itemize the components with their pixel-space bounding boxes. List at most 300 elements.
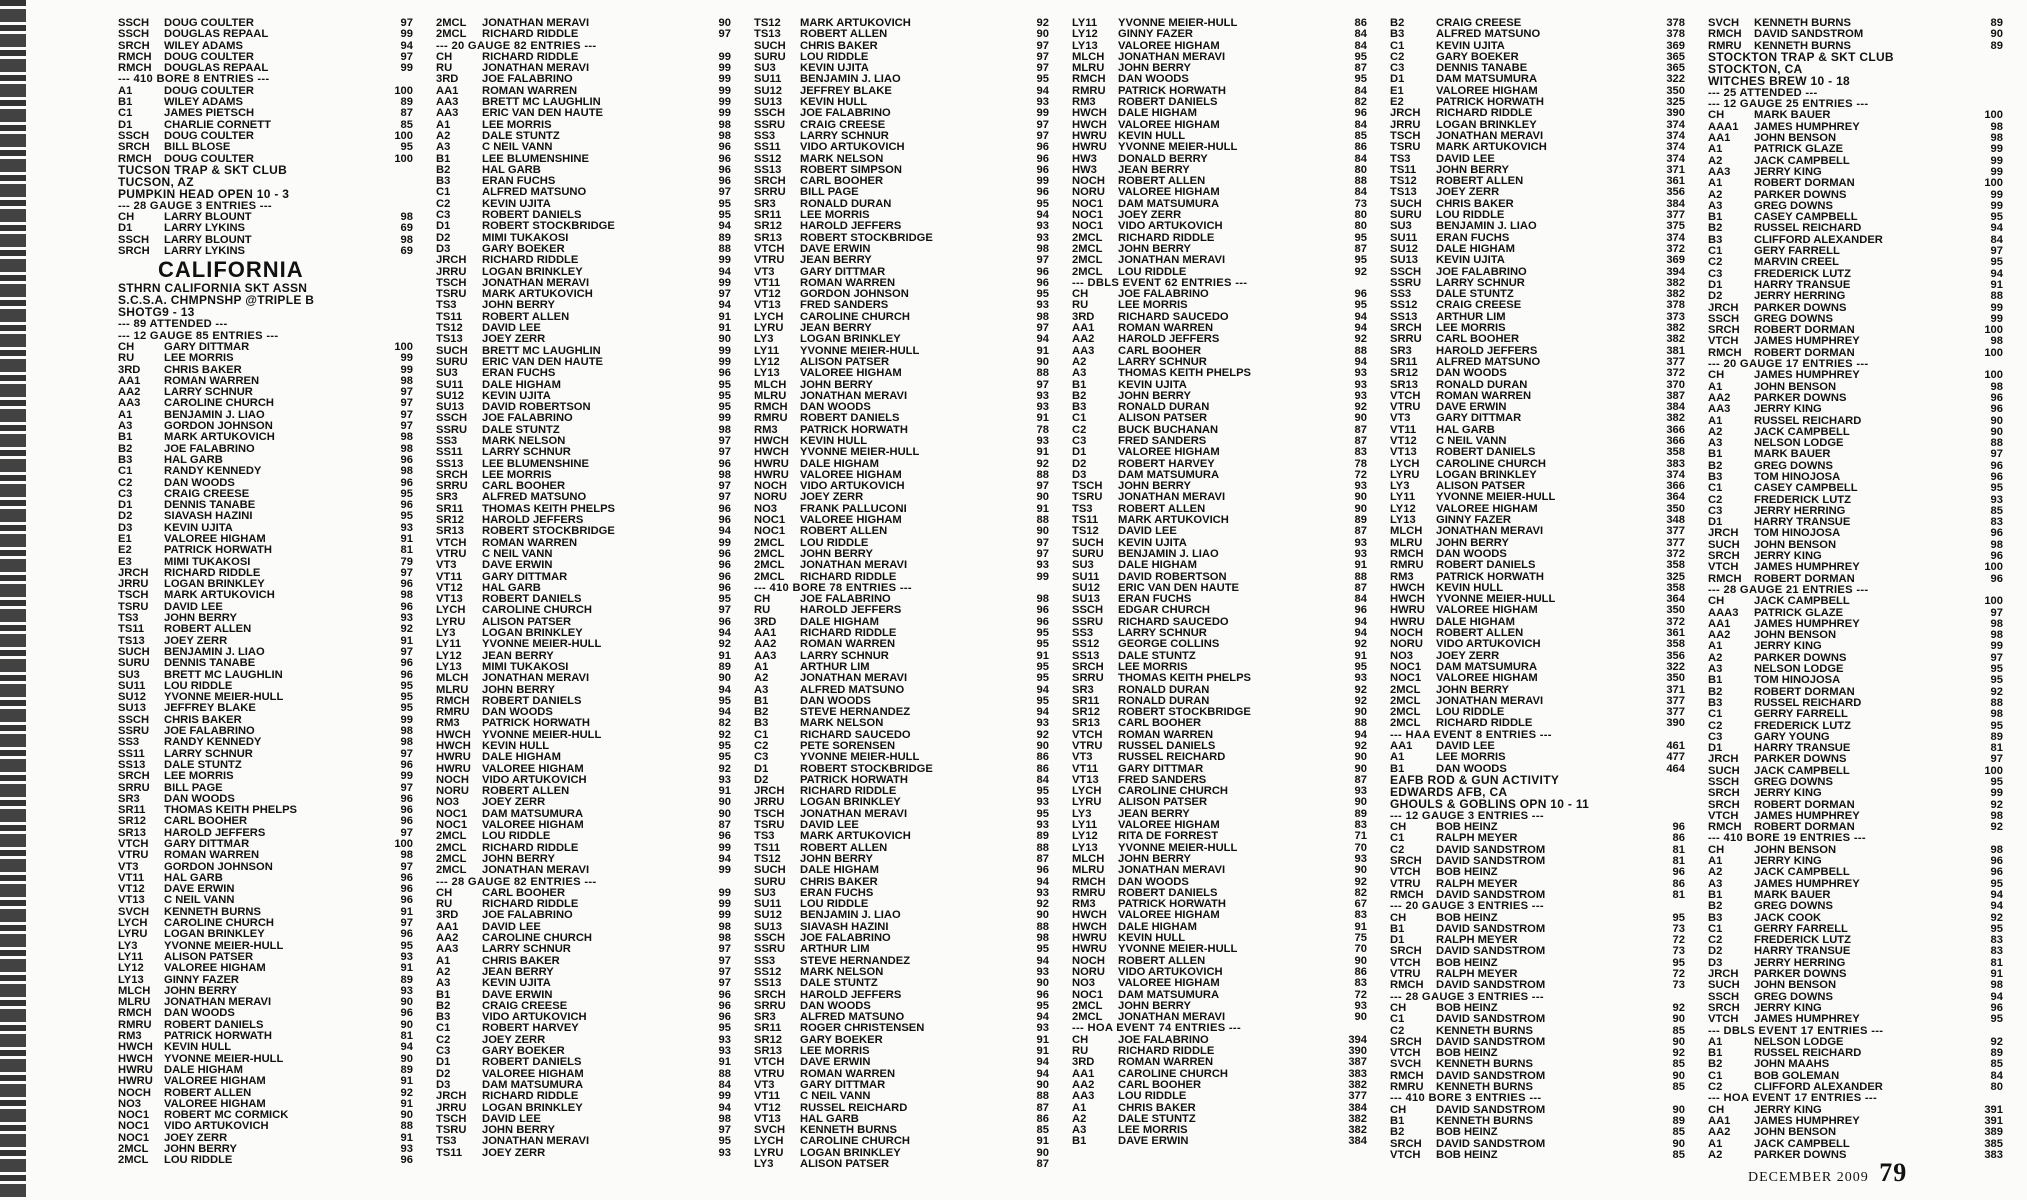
score: 90 bbox=[1036, 977, 1049, 990]
score: 92 bbox=[400, 623, 413, 636]
result-row bbox=[754, 707, 1049, 718]
result-row bbox=[754, 86, 1049, 97]
class-code: MLCH bbox=[436, 672, 469, 685]
result-row bbox=[436, 413, 731, 424]
result-row bbox=[754, 775, 1049, 786]
shooter-name: ROBERT DANIELS bbox=[482, 1057, 582, 1069]
result-row bbox=[1072, 685, 1367, 696]
class-code: A1 bbox=[118, 84, 133, 97]
shooter-name: LARRY BLOUNT bbox=[164, 234, 252, 246]
score: 91 bbox=[718, 649, 731, 662]
shooter-name: ERAN FUCHS bbox=[482, 368, 556, 380]
score: 96 bbox=[1990, 459, 2003, 472]
score: 99 bbox=[718, 62, 731, 75]
shooter-name: JOHN BERRY bbox=[1118, 390, 1191, 402]
class-code: 2MCL bbox=[1072, 231, 1103, 244]
class-code: D1 bbox=[754, 762, 769, 775]
shooter-name: JONATHAN MERAVI bbox=[482, 277, 590, 289]
shooter-name: LOGAN BRINKLEY bbox=[164, 929, 265, 941]
score: 95 bbox=[1036, 288, 1049, 301]
result-row bbox=[1072, 797, 1367, 808]
score: 81 bbox=[1990, 956, 2003, 969]
result-row bbox=[1390, 639, 1685, 650]
score: 366 bbox=[1666, 423, 1685, 436]
shooter-name: MARK NELSON bbox=[800, 153, 884, 165]
result-row bbox=[1708, 427, 2003, 438]
class-code: RMRU bbox=[754, 412, 788, 425]
class-code: CH bbox=[1072, 288, 1089, 301]
shooter-name: JONATHAN MERAVI bbox=[800, 808, 908, 820]
class-code: VT11 bbox=[754, 1090, 781, 1103]
score: 96 bbox=[1036, 141, 1049, 154]
shooter-name: DAVID SANDSTROM bbox=[1436, 1138, 1546, 1150]
class-code: A1 bbox=[1708, 414, 1723, 427]
shooter-name: JOHN BERRY bbox=[1118, 1000, 1191, 1012]
score: 85 bbox=[1672, 1024, 1685, 1037]
result-row bbox=[754, 831, 1049, 842]
result-row bbox=[1708, 811, 2003, 822]
shooter-name: VALOREE HIGHAM bbox=[1118, 910, 1220, 922]
score: 91 bbox=[1036, 344, 1049, 357]
result-row bbox=[118, 703, 413, 714]
shooter-name: DAM MATSUMURA bbox=[1436, 661, 1538, 673]
score: 90 bbox=[718, 807, 731, 820]
result-row bbox=[1072, 560, 1367, 571]
score: 92 bbox=[718, 728, 731, 741]
result-row bbox=[1708, 1048, 2003, 1059]
class-code: SSCH bbox=[754, 107, 786, 120]
shooter-name: RALPH MEYER bbox=[1436, 878, 1518, 890]
class-code: A3 bbox=[1708, 199, 1723, 212]
class-code: SRRU bbox=[754, 999, 786, 1012]
result-row bbox=[1708, 212, 2003, 223]
score: 95 bbox=[718, 197, 731, 210]
result-row bbox=[1708, 223, 2003, 234]
score: 95 bbox=[718, 751, 731, 764]
shooter-name: ALFRED MATSUNO bbox=[482, 492, 587, 504]
class-code: AA2 bbox=[118, 386, 141, 399]
shooter-name: MARK ARTUKOVICH bbox=[800, 831, 911, 843]
result-row bbox=[754, 470, 1049, 481]
class-code: C2 bbox=[436, 1033, 451, 1046]
class-code: VTCH bbox=[436, 536, 467, 549]
shooter-name: CARL BOOHER bbox=[800, 176, 884, 188]
result-row bbox=[436, 165, 731, 176]
class-code: D3 bbox=[1708, 956, 1723, 969]
shooter-name: DAVID LEE bbox=[1118, 526, 1177, 538]
club-heading: PUMPKIN HEAD OPEN 10 - 3 bbox=[118, 186, 290, 201]
score: 95 bbox=[718, 401, 731, 414]
class-code: LY11 bbox=[1390, 491, 1416, 504]
shooter-name: GARY DITTMAR bbox=[1118, 763, 1204, 775]
result-row bbox=[754, 244, 1049, 255]
class-code: HWCH bbox=[1072, 118, 1107, 131]
result-row bbox=[118, 511, 413, 522]
score: 97 bbox=[400, 566, 413, 579]
result-row bbox=[1708, 1003, 2003, 1014]
result-row bbox=[1072, 662, 1367, 673]
score: 96 bbox=[1672, 866, 1685, 879]
class-code: SR12 bbox=[754, 1033, 782, 1046]
score: 96 bbox=[718, 163, 731, 176]
class-code: LYCH bbox=[754, 1135, 784, 1148]
class-code: NOCH bbox=[754, 480, 787, 493]
shooter-name: JERRY KING bbox=[1754, 551, 1822, 563]
shooter-name: BENJAMIN J. LIAO bbox=[164, 646, 265, 658]
shooter-name: ROBERT STOCKBRIDGE bbox=[482, 526, 615, 538]
class-code: LY13 bbox=[1390, 514, 1416, 527]
result-row bbox=[436, 1148, 731, 1159]
class-code: CH bbox=[118, 340, 135, 353]
shooter-name: DENNIS TANABE bbox=[164, 500, 256, 512]
event-header: --- HOA EVENT 74 ENTRIES --- bbox=[1072, 1022, 1241, 1035]
score: 94 bbox=[1036, 333, 1049, 346]
score: 84 bbox=[1354, 152, 1367, 165]
score: 93 bbox=[1036, 389, 1049, 402]
shooter-name: MARK NELSON bbox=[482, 435, 566, 447]
result-row bbox=[1708, 1127, 2003, 1138]
shooter-name: ERAN FUCHS bbox=[1436, 232, 1510, 244]
shooter-name: DAVID ROBERTSON bbox=[482, 402, 591, 414]
score: 98 bbox=[718, 1112, 731, 1125]
class-code: RU bbox=[118, 352, 135, 365]
class-code: JRCH bbox=[1708, 301, 1739, 314]
class-code: VTCH bbox=[754, 1056, 785, 1069]
result-row bbox=[1072, 673, 1367, 684]
shooter-name: ALFRED MATSUNO bbox=[800, 684, 905, 696]
class-code: MLRU bbox=[754, 389, 787, 402]
result-row bbox=[754, 187, 1049, 198]
score: 98 bbox=[718, 129, 731, 142]
score: 90 bbox=[1036, 909, 1049, 922]
result-row bbox=[436, 447, 731, 458]
shooter-name: JAMES HUMPHREY bbox=[1754, 121, 1860, 133]
class-code: SR3 bbox=[1072, 683, 1094, 696]
class-code: B3 bbox=[118, 453, 133, 466]
class-code: SR3 bbox=[1390, 344, 1412, 357]
result-row bbox=[754, 346, 1049, 357]
class-code: SS12 bbox=[754, 152, 782, 165]
shooter-name: PARKER DOWNS bbox=[1754, 652, 1847, 664]
class-code: TS11 bbox=[436, 310, 463, 323]
score: 98 bbox=[1990, 979, 2003, 992]
class-code: JRCH bbox=[1708, 968, 1739, 981]
score: 92 bbox=[1036, 728, 1049, 741]
shooter-name: DAVID SANDSTROM bbox=[1436, 946, 1546, 958]
class-code: 2MCL bbox=[436, 830, 467, 843]
class-code: SR13 bbox=[754, 231, 782, 244]
score: 350 bbox=[1666, 604, 1685, 617]
result-row bbox=[1390, 289, 1685, 300]
result-row bbox=[436, 86, 731, 97]
shooter-name: JONATHAN MERAVI bbox=[482, 18, 590, 29]
result-row bbox=[1708, 1071, 2003, 1082]
class-code: B1 bbox=[118, 431, 133, 444]
score: 75 bbox=[1354, 932, 1367, 945]
result-row bbox=[1708, 721, 2003, 732]
class-code: SS12 bbox=[754, 965, 782, 978]
shooter-name: LARRY SCHNUR bbox=[482, 944, 571, 956]
score: 78 bbox=[1036, 423, 1049, 436]
score: 95 bbox=[400, 510, 413, 523]
result-row bbox=[1072, 312, 1367, 323]
result-row bbox=[754, 1046, 1049, 1057]
result-row bbox=[754, 18, 1049, 29]
result-row bbox=[754, 481, 1049, 492]
result-row bbox=[754, 639, 1049, 650]
shooter-name: LARRY LYKINS bbox=[164, 246, 246, 258]
result-row bbox=[1390, 605, 1685, 616]
score: 84 bbox=[718, 1078, 731, 1091]
score: 70 bbox=[1354, 841, 1367, 854]
score: 89 bbox=[1354, 807, 1367, 820]
class-code: TS13 bbox=[1390, 186, 1417, 199]
class-code: SSCH bbox=[118, 129, 150, 142]
shooter-name: DAM MATSUMURA bbox=[482, 808, 584, 820]
result-row bbox=[118, 455, 413, 466]
score: 86 bbox=[1036, 751, 1049, 764]
class-code: SU12 bbox=[754, 84, 782, 97]
result-row bbox=[1708, 946, 2003, 957]
class-code: SSRU bbox=[754, 943, 786, 956]
result-row bbox=[1708, 845, 2003, 856]
score: 93 bbox=[1354, 999, 1367, 1012]
score: 86 bbox=[1354, 141, 1367, 154]
result-row bbox=[1072, 470, 1367, 481]
result-row bbox=[754, 1159, 1049, 1168]
class-code: AA1 bbox=[118, 374, 141, 387]
result-row bbox=[1072, 956, 1367, 967]
score: 91 bbox=[400, 962, 413, 975]
shooter-name: MARK ARTUKOVICH bbox=[164, 590, 275, 602]
class-code: SUCH bbox=[754, 864, 786, 877]
event-header: --- HAA EVENT 8 ENTRIES --- bbox=[1390, 728, 1552, 741]
shooter-name: KEVIN UJITA bbox=[1118, 379, 1187, 391]
class-code: A1 bbox=[436, 954, 451, 967]
class-code: B2 bbox=[1708, 685, 1723, 698]
result-row bbox=[118, 545, 413, 556]
shooter-name: KEVIN UJITA bbox=[1118, 537, 1187, 549]
result-row bbox=[1708, 325, 2003, 336]
class-code: SUCH bbox=[118, 645, 150, 658]
shooter-name: JERRY HERRING bbox=[1754, 505, 1846, 517]
score: 96 bbox=[718, 615, 731, 628]
score: 93 bbox=[1036, 559, 1049, 572]
class-code: C1 bbox=[118, 107, 133, 120]
shooter-name: JONATHAN MERAVI bbox=[800, 673, 908, 685]
score: 88 bbox=[718, 1067, 731, 1080]
score: 97 bbox=[1990, 651, 2003, 664]
score: 97 bbox=[718, 943, 731, 956]
score: 92 bbox=[1990, 685, 2003, 698]
result-row bbox=[754, 1012, 1049, 1023]
score: 95 bbox=[1036, 694, 1049, 707]
score: 390 bbox=[1666, 107, 1685, 120]
shooter-name: ROBERT ALLEN bbox=[482, 786, 570, 798]
class-code: B1 bbox=[1708, 888, 1723, 901]
class-code: SU13 bbox=[754, 96, 782, 109]
shooter-name: LOGAN BRINKLEY bbox=[1436, 119, 1537, 131]
class-code: MLRU bbox=[436, 683, 469, 696]
class-code: D1 bbox=[1708, 278, 1723, 291]
class-code: NORU bbox=[754, 491, 787, 504]
result-row bbox=[436, 357, 731, 368]
shooter-name: DALE HIGHAM bbox=[482, 379, 561, 391]
score: 94 bbox=[718, 683, 731, 696]
class-code: RMCH bbox=[118, 50, 152, 63]
shooter-name: PATRICK HORWATH bbox=[1118, 899, 1226, 911]
class-code: D2 bbox=[1708, 945, 1723, 958]
class-code: VTCH bbox=[1390, 866, 1421, 879]
shooter-name: VIDO ARTUKOVICH bbox=[800, 481, 905, 493]
shooter-name: JACK CAMPBELL bbox=[1754, 765, 1850, 777]
score: 80 bbox=[1354, 163, 1367, 176]
shooter-name: GREG DOWNS bbox=[1754, 313, 1833, 325]
shooter-name: DAN WOODS bbox=[164, 1008, 235, 1020]
class-code: SR3 bbox=[436, 491, 458, 504]
score: 100 bbox=[1984, 324, 2003, 337]
class-code: NO3 bbox=[754, 502, 778, 515]
shooter-name: JONATHAN MERAVI bbox=[800, 390, 908, 402]
score: 96 bbox=[718, 514, 731, 527]
result-row bbox=[1390, 436, 1685, 447]
score: 91 bbox=[400, 1097, 413, 1110]
class-code: AA1 bbox=[1708, 1114, 1731, 1127]
score: 99 bbox=[400, 62, 413, 75]
result-row bbox=[1708, 246, 2003, 257]
shooter-name: JERRY KING bbox=[1754, 166, 1822, 178]
class-code: C2 bbox=[436, 197, 451, 210]
class-code: NOCH bbox=[118, 1086, 151, 1099]
shooter-name: LOU RIDDLE bbox=[800, 537, 869, 549]
result-row bbox=[1390, 822, 1685, 833]
class-code: D1 bbox=[118, 499, 133, 512]
class-code: SU12 bbox=[1390, 242, 1418, 255]
class-code: 2MCL bbox=[436, 28, 467, 41]
shooter-name: THOMAS KEITH PHELPS bbox=[482, 503, 616, 515]
result-row bbox=[1390, 617, 1685, 628]
result-row bbox=[1072, 764, 1367, 775]
class-code: C1 bbox=[1072, 412, 1087, 425]
score: 371 bbox=[1666, 163, 1685, 176]
class-code: SRRU bbox=[436, 480, 468, 493]
shooter-name: FRED SANDERS bbox=[1118, 435, 1207, 447]
result-row bbox=[118, 489, 413, 500]
result-row bbox=[436, 97, 731, 108]
result-row bbox=[1708, 291, 2003, 302]
score: 377 bbox=[1666, 209, 1685, 222]
score: 93 bbox=[1036, 886, 1049, 899]
club-heading: GHOULS & GOBLINS OPN 10 - 11 bbox=[1390, 796, 1590, 811]
score: 98 bbox=[1990, 120, 2003, 133]
class-code: NORU bbox=[1390, 638, 1423, 651]
result-row bbox=[754, 526, 1049, 537]
shooter-name: LEE MORRIS bbox=[1118, 661, 1188, 673]
class-code: VTCH bbox=[1072, 728, 1103, 741]
shooter-name: RUSSEL REICHARD bbox=[1754, 1048, 1862, 1060]
result-row bbox=[1390, 323, 1685, 334]
result-row bbox=[1708, 190, 2003, 201]
shooter-name: ERIC VAN DEN HAUTE bbox=[482, 356, 603, 368]
class-code: SR13 bbox=[118, 826, 146, 839]
score: 383 bbox=[1348, 1067, 1367, 1080]
shooter-name: DENNIS TANABE bbox=[164, 658, 256, 670]
score: 90 bbox=[1354, 502, 1367, 515]
result-row bbox=[1072, 865, 1367, 876]
class-code: SS13 bbox=[754, 163, 782, 176]
result-row bbox=[436, 583, 731, 594]
class-code: HWRU bbox=[754, 457, 789, 470]
shooter-name: PATRICK GLAZE bbox=[1754, 607, 1844, 619]
result-row bbox=[1390, 18, 1685, 29]
result-row bbox=[1072, 481, 1367, 492]
score: 91 bbox=[1036, 1033, 1049, 1046]
result-row bbox=[1708, 1116, 2003, 1127]
shooter-name: FRANK PALLUCONI bbox=[800, 503, 907, 515]
score: 84 bbox=[1354, 28, 1367, 41]
class-code: TS3 bbox=[436, 299, 457, 312]
score: 95 bbox=[718, 694, 731, 707]
score: 88 bbox=[1990, 437, 2003, 450]
class-code: RM3 bbox=[754, 423, 778, 436]
event-header: --- 410 BORE 8 ENTRIES --- bbox=[118, 73, 270, 86]
score: 83 bbox=[1354, 819, 1367, 832]
class-code: AA1 bbox=[1072, 1067, 1095, 1080]
class-code: RMCH bbox=[1072, 73, 1106, 86]
result-row bbox=[1708, 280, 2003, 291]
class-code: HWCH bbox=[1072, 909, 1107, 922]
class-code: TS3 bbox=[754, 830, 775, 843]
class-code: AA3 bbox=[754, 649, 777, 662]
score: 382 bbox=[1348, 1078, 1367, 1091]
class-code: NO3 bbox=[1072, 977, 1096, 990]
score: 88 bbox=[400, 1120, 413, 1133]
class-code: HWRU bbox=[436, 751, 471, 764]
class-code: AA1 bbox=[1708, 617, 1731, 630]
result-row bbox=[436, 944, 731, 955]
score: 98 bbox=[400, 849, 413, 862]
result-row bbox=[1390, 867, 1685, 878]
shooter-name: YVONNE MEIER-HULL bbox=[164, 1053, 284, 1065]
score: 96 bbox=[718, 570, 731, 583]
result-row bbox=[754, 651, 1049, 662]
class-code: SRCH bbox=[1390, 1137, 1422, 1150]
score: 89 bbox=[400, 96, 413, 109]
score: 87 bbox=[1354, 423, 1367, 436]
shooter-name: ROBERT DANIELS bbox=[800, 413, 900, 425]
result-row bbox=[1390, 380, 1685, 391]
score: 91 bbox=[718, 322, 731, 335]
class-code: LY12 bbox=[118, 962, 144, 975]
shooter-name: DAVE ERWIN bbox=[800, 243, 871, 255]
score: 95 bbox=[1990, 776, 2003, 788]
result-row bbox=[1390, 255, 1685, 266]
shooter-name: MARK ARTUKOVICH bbox=[1118, 515, 1229, 527]
class-code: SU11 bbox=[118, 679, 146, 692]
result-row bbox=[1072, 86, 1367, 97]
result-row bbox=[1072, 707, 1367, 718]
result-row bbox=[436, 673, 731, 684]
shooter-name: VALOREE HIGHAM bbox=[800, 469, 902, 481]
class-code: SR11 bbox=[436, 502, 464, 515]
class-code: B1 bbox=[1708, 674, 1723, 687]
result-row bbox=[1708, 630, 2003, 641]
score: 94 bbox=[1036, 1011, 1049, 1024]
class-code: A2 bbox=[1072, 1112, 1087, 1125]
event-header: --- 20 GAUGE 17 ENTRIES --- bbox=[1708, 358, 1869, 371]
score: 100 bbox=[1984, 595, 2003, 608]
result-row bbox=[754, 436, 1049, 447]
